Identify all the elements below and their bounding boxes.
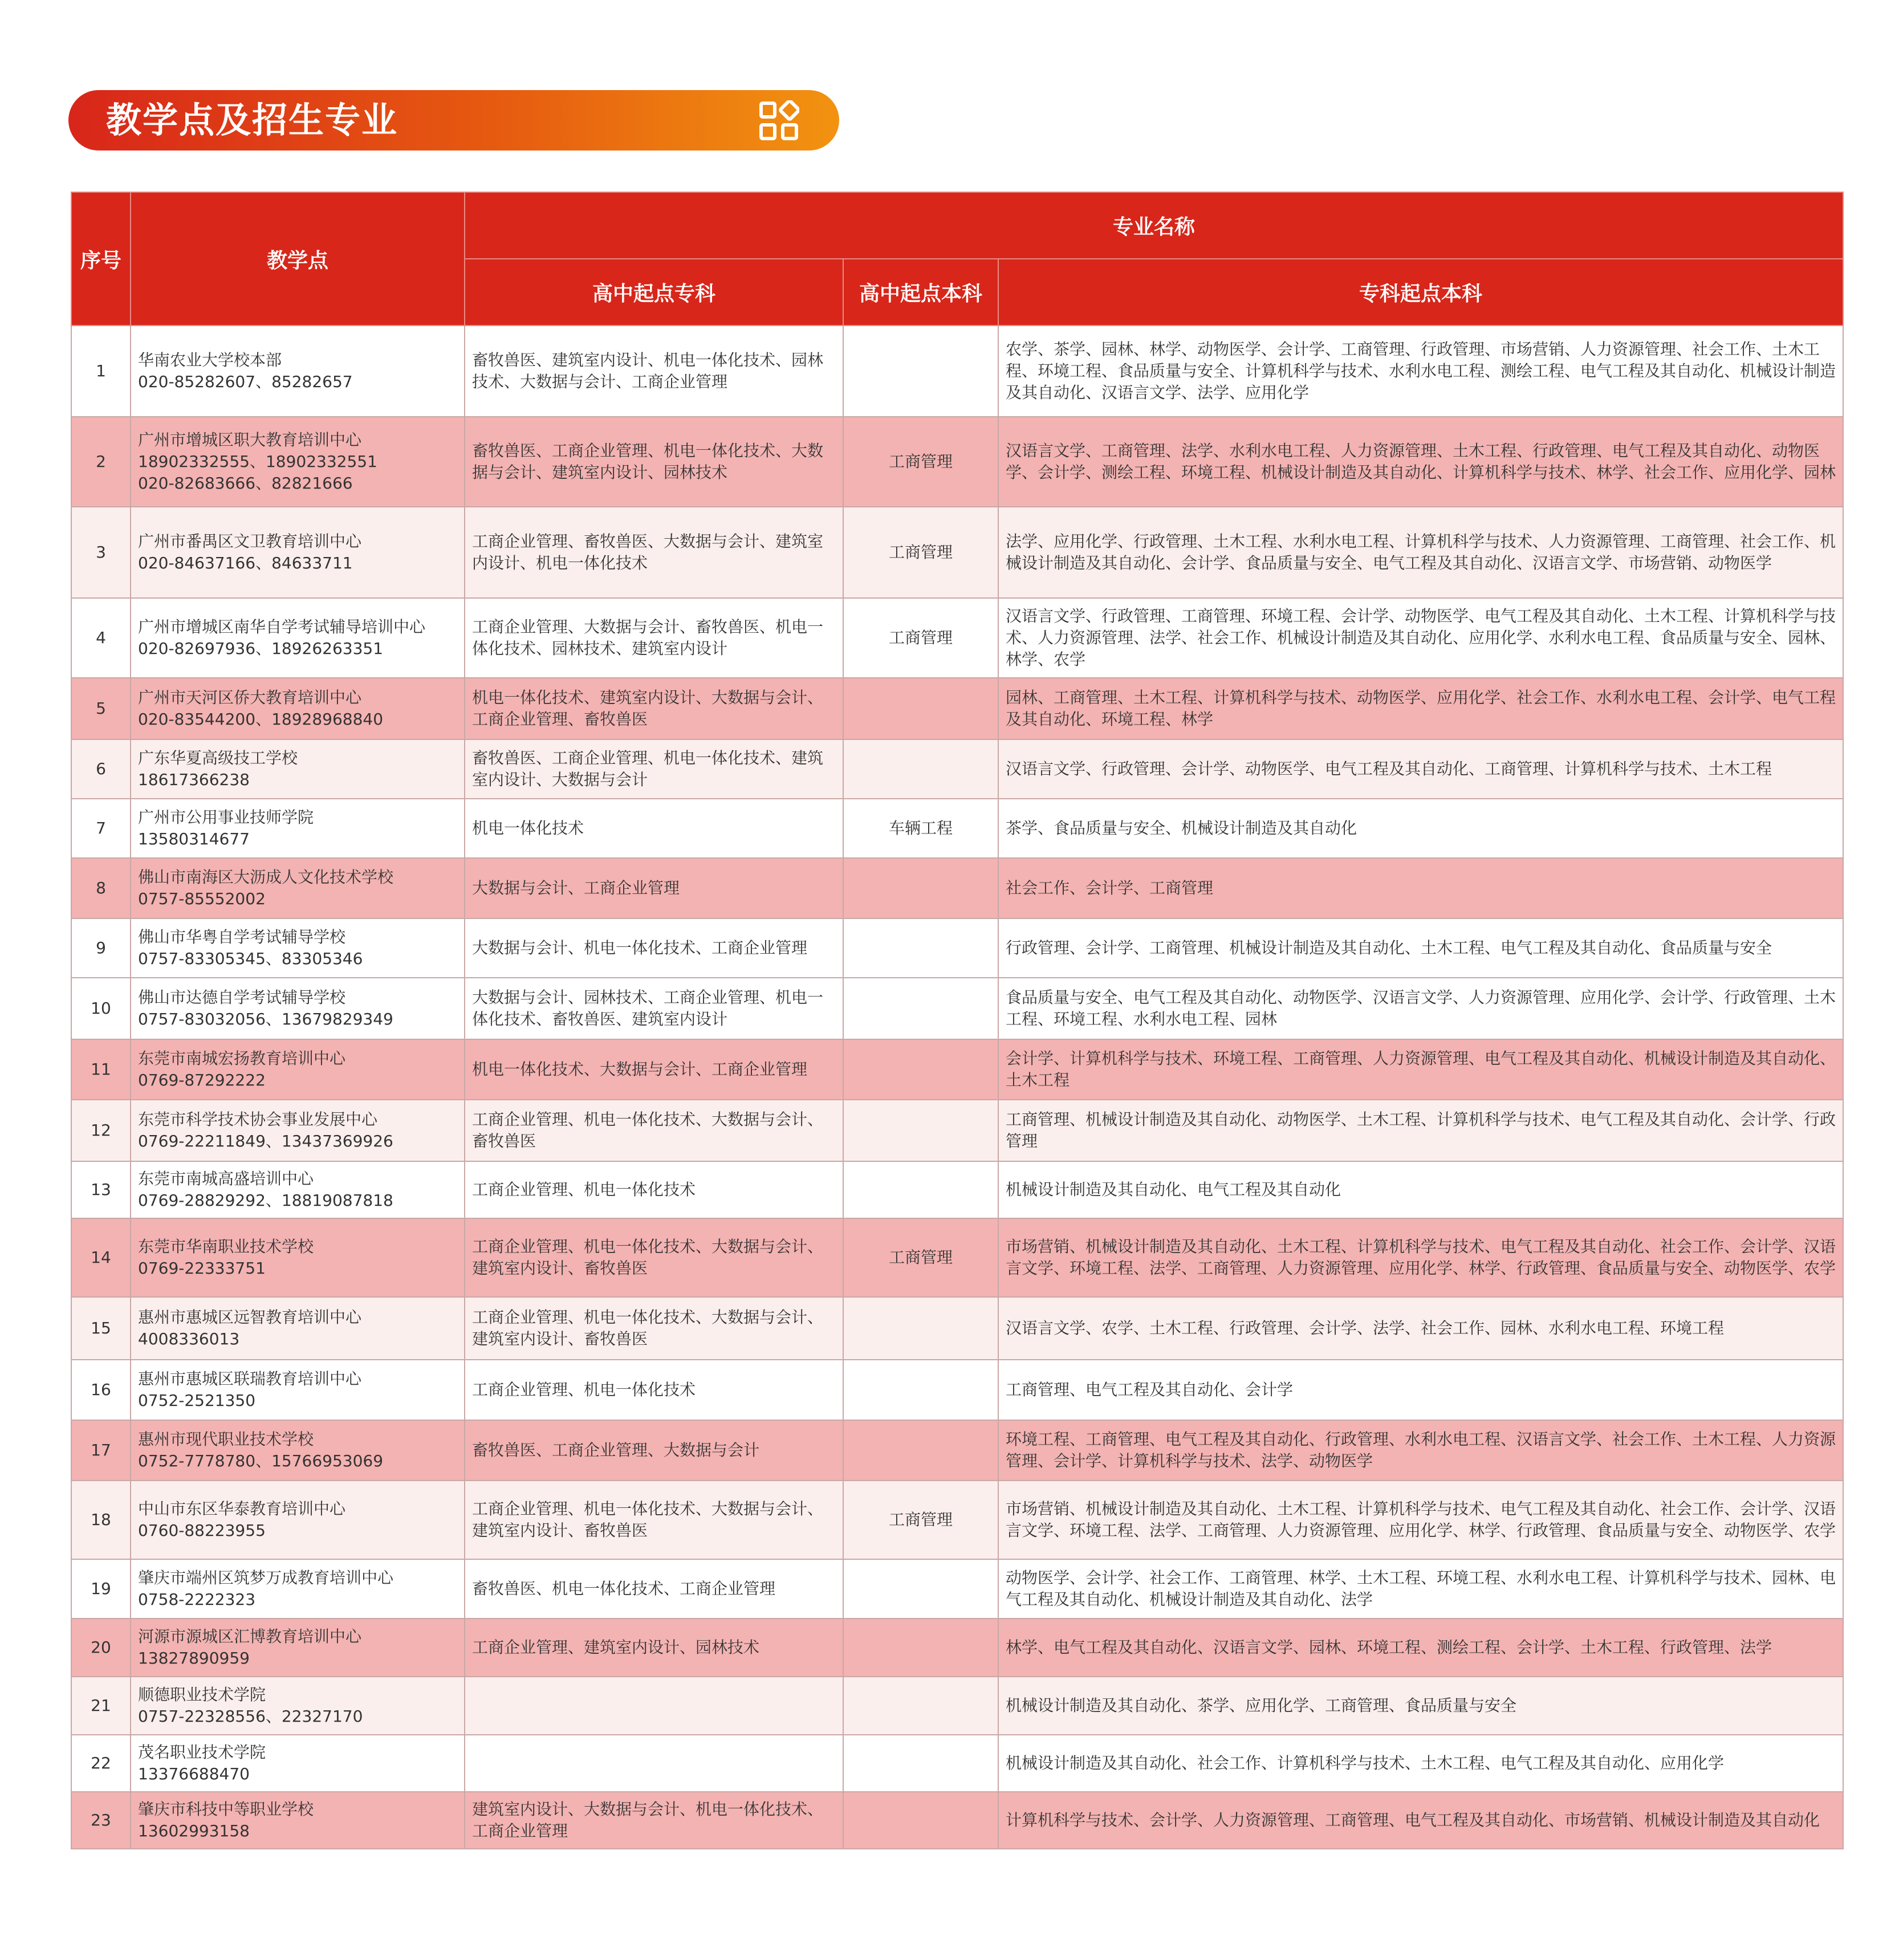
site-phone: 020-82697936、18926263351 <box>138 639 384 658</box>
column-header-site: 教学点 <box>131 192 465 326</box>
column-header-hs-junior: 高中起点专科 <box>465 259 843 326</box>
hs-junior-majors <box>465 1735 843 1792</box>
row-index: 2 <box>71 417 131 507</box>
site-cell <box>131 1100 465 1161</box>
site-phone: 13580314677 <box>138 829 250 848</box>
site-name: 河源市源城区汇博教育培训中心 <box>138 1627 362 1646</box>
section-title-banner <box>68 90 839 151</box>
junior-bachelor-majors: 汉语言文学、农学、土木工程、行政管理、会计学、法学、社会工作、园林、水利水电工程、环境工程 <box>998 1297 1843 1360</box>
site-cell <box>131 598 465 678</box>
junior-bachelor-majors: 动物医学、会计学、社会工作、工商管理、林学、土木工程、环境工程、水利水电工程、计算机科学与技术、园林、电气工程及其自动化、机械设计制造及其自动化、法学 <box>998 1559 1843 1619</box>
junior-bachelor-majors: 行政管理、会计学、工商管理、机械设计制造及其自动化、土木工程、电气工程及其自动化、食品质量与安全 <box>998 918 1843 978</box>
hs-junior-majors: 大数据与会计、工商企业管理 <box>465 858 843 918</box>
hs-bachelor-majors <box>843 1297 998 1360</box>
hs-junior-majors: 畜牧兽医、工商企业管理、机电一体化技术、建筑室内设计、大数据与会计 <box>465 739 843 799</box>
hs-bachelor-majors <box>843 1100 998 1161</box>
table-row <box>71 1619 1843 1677</box>
site-name: 惠州市惠城区远智教育培训中心 <box>138 1308 362 1327</box>
site-cell <box>131 678 465 739</box>
site-name: 佛山市华粤自学考试辅导学校 <box>138 928 346 946</box>
site-cell <box>131 1619 465 1677</box>
site-cell <box>131 1735 465 1792</box>
hs-bachelor-majors: 车辆工程 <box>843 799 998 858</box>
site-phone: 0757-85552002 <box>138 889 266 908</box>
column-header-index: 序号 <box>71 192 131 326</box>
hs-junior-majors: 工商企业管理、机电一体化技术 <box>465 1161 843 1218</box>
hs-bachelor-majors <box>843 1420 998 1481</box>
hs-junior-majors: 大数据与会计、机电一体化技术、工商企业管理 <box>465 918 843 978</box>
column-header-junior-bachelor: 专科起点本科 <box>998 259 1843 326</box>
row-index: 4 <box>71 598 131 678</box>
column-header-hs-bachelor: 高中起点本科 <box>843 259 998 326</box>
site-cell <box>131 326 465 417</box>
grid-diamond-icon <box>758 100 799 141</box>
hs-bachelor-majors <box>843 858 998 918</box>
hs-junior-majors: 工商企业管理、机电一体化技术、大数据与会计、建筑室内设计、畜牧兽医 <box>465 1481 843 1559</box>
hs-bachelor-majors <box>843 678 998 739</box>
hs-bachelor-majors <box>843 1619 998 1677</box>
hs-junior-majors: 工商企业管理、机电一体化技术、大数据与会计、建筑室内设计、畜牧兽医 <box>465 1297 843 1360</box>
hs-bachelor-majors: 工商管理 <box>843 507 998 598</box>
hs-junior-majors: 畜牧兽医、建筑室内设计、机电一体化技术、园林技术、大数据与会计、工商企业管理 <box>465 326 843 417</box>
table-row <box>71 1481 1843 1559</box>
site-cell <box>131 417 465 507</box>
table-row <box>71 1792 1843 1849</box>
table-row <box>71 799 1843 858</box>
junior-bachelor-majors: 汉语言文学、工商管理、法学、水利水电工程、人力资源管理、土木工程、行政管理、电气工程及其自动化、动物医学、会计学、测绘工程、环境工程、机械设计制造及其自动化、计算机科学与技术、林学、社会工作、应用化学、园林 <box>998 417 1843 507</box>
site-phone: 18902332555、18902332551 020-82683666、82821666 <box>138 452 377 493</box>
site-name: 广东华夏高级技工学校 <box>138 749 298 767</box>
site-cell <box>131 1161 465 1218</box>
junior-bachelor-majors: 环境工程、工商管理、电气工程及其自动化、行政管理、水利水电工程、汉语言文学、社会工作、土木工程、人力资源管理、会计学、计算机科学与技术、法学、动物医学 <box>998 1420 1843 1481</box>
junior-bachelor-majors: 食品质量与安全、电气工程及其自动化、动物医学、汉语言文学、人力资源管理、应用化学、会计学、行政管理、土木工程、环境工程、水利水电工程、园林 <box>998 978 1843 1039</box>
site-cell <box>131 1297 465 1360</box>
site-name: 广州市番禺区文卫教育培训中心 <box>138 532 362 551</box>
row-index: 16 <box>71 1360 131 1420</box>
table-row <box>71 598 1843 678</box>
hs-junior-majors: 机电一体化技术、建筑室内设计、大数据与会计、工商企业管理、畜牧兽医 <box>465 678 843 739</box>
site-phone: 0752-7778780、15766953069 <box>138 1451 384 1470</box>
site-phone: 0757-22328556、22327170 <box>138 1707 363 1726</box>
row-index: 13 <box>71 1161 131 1218</box>
junior-bachelor-majors: 农学、茶学、园林、林学、动物医学、会计学、工商管理、行政管理、市场营销、人力资源管理、社会工作、土木工程、环境工程、食品质量与安全、计算机科学与技术、水利水电工程、测绘工程、电气工程及其自动化、机械设计制造及其自动化、汉语言文学、法学、应用化学 <box>998 326 1843 417</box>
table-row <box>71 678 1843 739</box>
hs-junior-majors: 工商企业管理、机电一体化技术、大数据与会计、建筑室内设计、畜牧兽医 <box>465 1218 843 1297</box>
site-cell <box>131 739 465 799</box>
row-index: 18 <box>71 1481 131 1559</box>
table-row <box>71 858 1843 918</box>
hs-bachelor-majors <box>843 326 998 417</box>
hs-bachelor-majors: 工商管理 <box>843 417 998 507</box>
hs-bachelor-majors <box>843 1360 998 1420</box>
site-phone: 0757-83305345、83305346 <box>138 949 363 968</box>
junior-bachelor-majors: 市场营销、机械设计制造及其自动化、土木工程、计算机科学与技术、电气工程及其自动化、社会工作、会计学、汉语言文学、环境工程、法学、工商管理、人力资源管理、应用化学、林学、行政管理、食品质量与安全、动物医学、农学 <box>998 1481 1843 1559</box>
site-name: 东莞市华南职业技术学校 <box>138 1237 314 1256</box>
site-phone: 13827890959 <box>138 1649 250 1668</box>
hs-junior-majors: 畜牧兽医、机电一体化技术、工商企业管理 <box>465 1559 843 1619</box>
hs-bachelor-majors <box>843 1161 998 1218</box>
site-name: 广州市天河区侨大教育培训中心 <box>138 688 362 707</box>
row-index: 7 <box>71 799 131 858</box>
junior-bachelor-majors: 园林、工商管理、土木工程、计算机科学与技术、动物医学、应用化学、社会工作、水利水电工程、会计学、电气工程及其自动化、环境工程、林学 <box>998 678 1843 739</box>
sites-majors-table <box>71 192 1844 1849</box>
junior-bachelor-majors: 会计学、计算机科学与技术、环境工程、工商管理、人力资源管理、电气工程及其自动化、机械设计制造及其自动化、土木工程 <box>998 1039 1843 1100</box>
table-row <box>71 1735 1843 1792</box>
table-row <box>71 1161 1843 1218</box>
junior-bachelor-majors: 汉语言文学、行政管理、工商管理、环境工程、会计学、动物医学、电气工程及其自动化、土木工程、计算机科学与技术、人力资源管理、法学、社会工作、机械设计制造及其自动化、应用化学、水利水电工程、食品质量与安全、园林、林学、农学 <box>998 598 1843 678</box>
site-phone: 13376688470 <box>138 1764 250 1783</box>
junior-bachelor-majors: 机械设计制造及其自动化、电气工程及其自动化 <box>998 1161 1843 1218</box>
site-phone: 13602993158 <box>138 1821 250 1840</box>
table-row <box>71 978 1843 1039</box>
site-name: 东莞市科学技术协会事业发展中心 <box>138 1110 378 1129</box>
junior-bachelor-majors: 工商管理、机械设计制造及其自动化、动物医学、土木工程、计算机科学与技术、电气工程及其自动化、会计学、行政管理 <box>998 1100 1843 1161</box>
site-cell <box>131 1360 465 1420</box>
hs-junior-majors: 畜牧兽医、工商企业管理、大数据与会计 <box>465 1420 843 1481</box>
hs-junior-majors: 大数据与会计、园林技术、工商企业管理、机电一体化技术、畜牧兽医、建筑室内设计 <box>465 978 843 1039</box>
site-cell <box>131 1481 465 1559</box>
site-name: 惠州市惠城区联瑞教育培训中心 <box>138 1369 362 1388</box>
site-phone: 18617366238 <box>138 770 250 789</box>
site-name: 中山市东区华泰教育培训中心 <box>138 1499 346 1518</box>
table-row <box>71 1297 1843 1360</box>
junior-bachelor-majors: 计算机科学与技术、会计学、人力资源管理、工商管理、电气工程及其自动化、市场营销、机械设计制造及其自动化 <box>998 1792 1843 1849</box>
site-name: 东莞市南城宏扬教育培训中心 <box>138 1049 346 1068</box>
site-cell <box>131 799 465 858</box>
junior-bachelor-majors: 林学、电气工程及其自动化、汉语言文学、园林、环境工程、测绘工程、会计学、土木工程、行政管理、法学 <box>998 1619 1843 1677</box>
junior-bachelor-majors: 机械设计制造及其自动化、茶学、应用化学、工商管理、食品质量与安全 <box>998 1677 1843 1735</box>
site-cell <box>131 978 465 1039</box>
hs-junior-majors: 建筑室内设计、大数据与会计、机电一体化技术、工商企业管理 <box>465 1792 843 1849</box>
site-name: 惠州市现代职业技术学校 <box>138 1430 314 1449</box>
site-cell <box>131 918 465 978</box>
site-phone: 0758-2222323 <box>138 1590 256 1609</box>
site-cell <box>131 1218 465 1297</box>
hs-junior-majors: 机电一体化技术、大数据与会计、工商企业管理 <box>465 1039 843 1100</box>
row-index: 15 <box>71 1297 131 1360</box>
hs-junior-majors: 工商企业管理、建筑室内设计、园林技术 <box>465 1619 843 1677</box>
row-index: 9 <box>71 918 131 978</box>
site-phone: 0769-87292222 <box>138 1071 266 1089</box>
site-name: 佛山市南海区大沥成人文化技术学校 <box>138 868 394 887</box>
site-phone: 0769-22333751 <box>138 1259 266 1278</box>
table-row <box>71 1360 1843 1420</box>
hs-bachelor-majors: 工商管理 <box>843 1481 998 1559</box>
site-cell <box>131 1420 465 1481</box>
hs-junior-majors: 工商企业管理、机电一体化技术 <box>465 1360 843 1420</box>
row-index: 22 <box>71 1735 131 1792</box>
row-index: 6 <box>71 739 131 799</box>
site-cell <box>131 507 465 598</box>
row-index: 19 <box>71 1559 131 1619</box>
table-row <box>71 1420 1843 1481</box>
site-name: 华南农业大学校本部 <box>138 351 282 369</box>
section-title: 教学点及招生专业 <box>106 99 398 141</box>
junior-bachelor-majors: 汉语言文学、行政管理、会计学、动物医学、电气工程及其自动化、工商管理、计算机科学与技术、土木工程 <box>998 739 1843 799</box>
row-index: 11 <box>71 1039 131 1100</box>
row-index: 12 <box>71 1100 131 1161</box>
column-header-majors: 专业名称 <box>465 192 1843 259</box>
site-phone: 020-84637166、84633711 <box>138 554 353 572</box>
site-phone: 0757-83032056、13679829349 <box>138 1010 393 1028</box>
hs-junior-majors: 工商企业管理、大数据与会计、畜牧兽医、机电一体化技术、园林技术、建筑室内设计 <box>465 598 843 678</box>
hs-bachelor-majors <box>843 1677 998 1735</box>
table-row <box>71 326 1843 417</box>
site-name: 佛山市达德自学考试辅导学校 <box>138 988 346 1007</box>
junior-bachelor-majors: 机械设计制造及其自动化、社会工作、计算机科学与技术、土木工程、电气工程及其自动化、应用化学 <box>998 1735 1843 1792</box>
row-index: 10 <box>71 978 131 1039</box>
hs-junior-majors: 工商企业管理、畜牧兽医、大数据与会计、建筑室内设计、机电一体化技术 <box>465 507 843 598</box>
site-cell <box>131 1039 465 1100</box>
table-row <box>71 918 1843 978</box>
hs-junior-majors: 畜牧兽医、工商企业管理、机电一体化技术、大数据与会计、建筑室内设计、园林技术 <box>465 417 843 507</box>
hs-bachelor-majors: 工商管理 <box>843 598 998 678</box>
site-cell <box>131 1677 465 1735</box>
site-name: 顺德职业技术学院 <box>138 1685 266 1704</box>
hs-bachelor-majors: 工商管理 <box>843 1218 998 1297</box>
row-index: 23 <box>71 1792 131 1849</box>
site-name: 肇庆市端州区筑梦万成教育培训中心 <box>138 1568 394 1587</box>
hs-bachelor-majors <box>843 739 998 799</box>
site-cell <box>131 1792 465 1849</box>
table-row <box>71 739 1843 799</box>
hs-bachelor-majors <box>843 918 998 978</box>
site-phone: 020-83544200、18928968840 <box>138 710 384 729</box>
site-name: 茂名职业技术学院 <box>138 1743 266 1762</box>
junior-bachelor-majors: 社会工作、会计学、工商管理 <box>998 858 1843 918</box>
hs-bachelor-majors <box>843 978 998 1039</box>
table-row <box>71 1100 1843 1161</box>
row-index: 20 <box>71 1619 131 1677</box>
site-phone: 4008336013 <box>138 1329 240 1348</box>
site-name: 东莞市南城高盛培训中心 <box>138 1169 314 1188</box>
table-row <box>71 1039 1843 1100</box>
site-name: 肇庆市科技中等职业学校 <box>138 1800 314 1819</box>
hs-bachelor-majors <box>843 1559 998 1619</box>
site-name: 广州市增城区南华自学考试辅导培训中心 <box>138 617 426 636</box>
table-row <box>71 1677 1843 1735</box>
row-index: 21 <box>71 1677 131 1735</box>
row-index: 5 <box>71 678 131 739</box>
junior-bachelor-majors: 工商管理、电气工程及其自动化、会计学 <box>998 1360 1843 1420</box>
site-phone: 0760-88223955 <box>138 1521 266 1540</box>
table-row <box>71 507 1843 598</box>
row-index: 14 <box>71 1218 131 1297</box>
hs-bachelor-majors <box>843 1735 998 1792</box>
hs-junior-majors: 工商企业管理、机电一体化技术、大数据与会计、畜牧兽医 <box>465 1100 843 1161</box>
site-cell <box>131 1559 465 1619</box>
junior-bachelor-majors: 市场营销、机械设计制造及其自动化、土木工程、计算机科学与技术、电气工程及其自动化、社会工作、会计学、汉语言文学、环境工程、法学、工商管理、人力资源管理、应用化学、林学、行政管理、食品质量与安全、动物医学、农学 <box>998 1218 1843 1297</box>
hs-junior-majors <box>465 1677 843 1735</box>
site-phone: 0769-22211849、13437369926 <box>138 1132 393 1150</box>
site-phone: 0769-28829292、18819087818 <box>138 1191 393 1210</box>
site-phone: 020-85282607、85282657 <box>138 372 353 391</box>
site-cell <box>131 858 465 918</box>
site-name: 广州市公用事业技师学院 <box>138 808 314 827</box>
row-index: 1 <box>71 326 131 417</box>
row-index: 17 <box>71 1420 131 1481</box>
site-name: 广州市增城区职大教育培训中心 <box>138 430 362 449</box>
table-row <box>71 1218 1843 1297</box>
row-index: 8 <box>71 858 131 918</box>
hs-bachelor-majors <box>843 1792 998 1849</box>
row-index: 3 <box>71 507 131 598</box>
hs-bachelor-majors <box>843 1039 998 1100</box>
site-phone: 0752-2521350 <box>138 1391 256 1410</box>
junior-bachelor-majors: 法学、应用化学、行政管理、土木工程、水利水电工程、计算机科学与技术、人力资源管理、工商管理、社会工作、机械设计制造及其自动化、会计学、食品质量与安全、电气工程及其自动化、汉语言文学、市场营销、动物医学 <box>998 507 1843 598</box>
junior-bachelor-majors: 茶学、食品质量与安全、机械设计制造及其自动化 <box>998 799 1843 858</box>
hs-junior-majors: 机电一体化技术 <box>465 799 843 858</box>
table-row <box>71 1559 1843 1619</box>
table-row <box>71 417 1843 507</box>
